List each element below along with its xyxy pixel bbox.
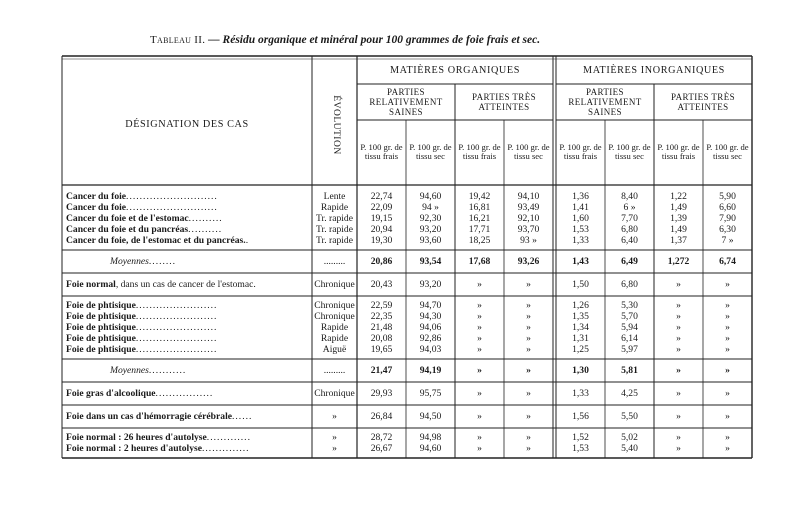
leader-dots: .............	[206, 432, 251, 443]
row-label	[66, 333, 310, 344]
row-value: 1,33	[572, 388, 589, 399]
row-value: 1,36	[572, 191, 589, 202]
row-value: 1,53	[572, 443, 589, 454]
row-value: »	[526, 279, 531, 290]
row-evolution: Rapide	[320, 333, 349, 344]
row-value: »	[676, 300, 681, 311]
header-designation-text: DÉSIGNATION DES CAS	[125, 119, 249, 131]
row-value: 1,53	[572, 224, 589, 235]
row-value: 92,86	[419, 333, 442, 344]
row-evolution: .........	[323, 365, 346, 376]
row-value: 5,40	[621, 443, 638, 454]
row-value: »	[526, 365, 531, 376]
row-value: 1,39	[670, 213, 687, 224]
row-label	[66, 411, 310, 422]
row-value: 26,84	[370, 411, 393, 422]
row-evolution: Chronique	[314, 279, 355, 290]
row-value: 6,49	[621, 256, 638, 267]
row-label	[66, 344, 310, 355]
leader-dots: .................	[155, 388, 214, 399]
row-label	[66, 432, 310, 443]
row-value: »	[526, 388, 531, 399]
row-value: 94,03	[419, 344, 442, 355]
row-value: 5,70	[621, 311, 638, 322]
unit-header-3: P. 100 gr. de tissu sec	[507, 141, 550, 161]
header-org-affected-text: PARTIES TRÈS ATTEINTES	[471, 92, 537, 112]
row-value: 1,50	[572, 279, 589, 290]
row-value: »	[676, 311, 681, 322]
row-value: 6,60	[719, 202, 736, 213]
row-value: »	[477, 311, 482, 322]
unit-header-5: P. 100 gr. de tissu sec	[608, 141, 651, 161]
unit-header-4: P. 100 gr. de tissu frais	[559, 141, 602, 161]
unit-header-6: P. 100 gr. de tissu frais	[657, 141, 700, 161]
header-organic	[357, 60, 553, 82]
row-value: »	[725, 411, 730, 422]
row-evolution: Rapide	[320, 322, 349, 333]
row-value: 17,71	[468, 224, 491, 235]
header-evolution-text: ÉVOLUTION	[331, 95, 341, 155]
row-value: »	[477, 365, 482, 376]
row-value: »	[477, 432, 482, 443]
row-value: 93 »	[520, 235, 537, 246]
row-value: 28,72	[370, 432, 393, 443]
row-value: 5,81	[621, 365, 638, 376]
caption-text: — Résidu organique et minéral pour 100 grammes de foie frais et sec.	[208, 34, 541, 46]
row-value: 92,30	[419, 213, 442, 224]
row-value: »	[526, 443, 531, 454]
row-label	[66, 191, 310, 202]
row-value: »	[477, 344, 482, 355]
row-value: 5,97	[621, 344, 638, 355]
row-value: »	[676, 365, 681, 376]
row-value: 16,21	[468, 213, 491, 224]
row-label-main: Cancer du foie	[66, 202, 127, 213]
row-label-main: Moyennes	[110, 256, 149, 267]
row-value: 94,10	[517, 191, 540, 202]
row-value: 1,25	[572, 344, 589, 355]
leader-dots: ...........................	[126, 202, 218, 213]
row-value: »	[725, 388, 730, 399]
row-evolution: »	[332, 443, 337, 454]
row-value: 93,26	[517, 256, 540, 267]
row-value: 1,49	[670, 224, 687, 235]
row-value: 94,50	[419, 411, 442, 422]
unit-header-1: P. 100 gr. de tissu sec	[409, 141, 452, 161]
row-evolution: »	[332, 432, 337, 443]
row-label	[66, 235, 310, 246]
row-evolution: .........	[323, 256, 346, 267]
row-value: 6,30	[719, 224, 736, 235]
unit-header-7: P. 100 gr. de tissu sec	[706, 141, 749, 161]
row-value: 6,74	[719, 256, 736, 267]
row-value: »	[676, 279, 681, 290]
row-value: »	[725, 333, 730, 344]
header-evolution	[315, 60, 357, 190]
row-value: 93,20	[419, 279, 442, 290]
row-value: 94,98	[419, 432, 442, 443]
row-value: »	[676, 411, 681, 422]
row-value: 1,56	[572, 411, 589, 422]
row-evolution: Tr. rapide	[316, 213, 353, 224]
row-value: 21,47	[370, 365, 393, 376]
leader-dots: ..........	[188, 213, 223, 224]
header-inorganic-text: MATIÈRES INORGANIQUES	[583, 65, 725, 77]
row-value: 1,31	[572, 333, 589, 344]
row-value: 94 »	[422, 202, 439, 213]
row-label-main: Cancer du foie et de l'estomac	[66, 213, 189, 224]
header-inorg-affected	[654, 88, 752, 118]
row-value: 17,68	[468, 256, 491, 267]
row-label-main: Cancer du foie et du pancréas	[66, 224, 189, 235]
row-value: »	[526, 333, 531, 344]
row-value: 20,08	[370, 333, 393, 344]
row-value: »	[526, 322, 531, 333]
row-value: »	[477, 388, 482, 399]
row-value: »	[477, 300, 482, 311]
row-value: 8,40	[621, 191, 638, 202]
leader-dots: ........................	[135, 300, 218, 311]
row-value: 93,54	[419, 256, 442, 267]
leader-dots: ...........	[148, 365, 187, 376]
row-value: 5,90	[719, 191, 736, 202]
row-value: »	[477, 411, 482, 422]
row-label	[66, 443, 310, 454]
row-value: 22,74	[370, 191, 393, 202]
row-value: 1,33	[572, 235, 589, 246]
header-inorganic	[556, 60, 752, 82]
row-value: »	[725, 365, 730, 376]
row-label-main: Foie de phtisique	[66, 322, 136, 333]
row-label	[66, 279, 310, 290]
row-value: 5,50	[621, 411, 638, 422]
row-label-main: Foie dans un cas d'hémorragie cérébrale	[66, 411, 232, 422]
row-value: »	[725, 322, 730, 333]
row-label-main: Moyennes	[110, 365, 149, 376]
row-value: 5,02	[621, 432, 638, 443]
row-value: 19,42	[468, 191, 491, 202]
row-value: 94,30	[419, 311, 442, 322]
row-value: »	[526, 311, 531, 322]
row-value: »	[526, 300, 531, 311]
leader-dots: .	[245, 235, 250, 246]
row-value: 7 »	[721, 235, 734, 246]
row-value: »	[526, 432, 531, 443]
row-value: 6 »	[623, 202, 636, 213]
row-value: 5,94	[621, 322, 638, 333]
row-value: »	[477, 333, 482, 344]
row-value: 93,60	[419, 235, 442, 246]
row-value: 22,59	[370, 300, 393, 311]
row-value: 1,49	[670, 202, 687, 213]
row-label-main: Foie de phtisique	[66, 300, 136, 311]
row-label-rest: : 26 heures d'autolyse	[115, 432, 207, 443]
leader-dots: ..........	[188, 224, 223, 235]
leader-dots: ..............	[202, 443, 250, 454]
row-value: 29,93	[370, 388, 393, 399]
row-value: »	[676, 322, 681, 333]
row-value: »	[676, 333, 681, 344]
row-value: 94,60	[419, 443, 442, 454]
row-value: 22,35	[370, 311, 393, 322]
row-value: 94,19	[419, 365, 442, 376]
row-label	[66, 300, 310, 311]
row-label-rest: : 2 heures d'autolyse	[115, 443, 202, 454]
row-label-main: Foie de phtisique	[66, 344, 136, 355]
row-value: 16,81	[468, 202, 491, 213]
header-organic-text: MATIÈRES ORGANIQUES	[390, 65, 520, 77]
row-value: 1,60	[572, 213, 589, 224]
leader-dots: ........	[148, 256, 177, 267]
row-value: 6,14	[621, 333, 638, 344]
row-evolution: »	[332, 411, 337, 422]
row-value: 19,15	[370, 213, 393, 224]
row-value: 92,10	[517, 213, 540, 224]
row-value: 19,65	[370, 344, 393, 355]
row-value: 1,30	[572, 365, 589, 376]
row-value: »	[477, 443, 482, 454]
unit-header-2: P. 100 gr. de tissu frais	[458, 141, 501, 161]
row-value: 1,26	[572, 300, 589, 311]
header-org-healthy	[357, 88, 455, 118]
row-evolution: Rapide	[320, 202, 349, 213]
row-value: 6,80	[621, 224, 638, 235]
header-inorg-healthy-text: PARTIES RELATIVEMENT SAINES	[568, 87, 642, 117]
row-label-main: Foie normal	[66, 279, 116, 290]
row-value: 1,272	[667, 256, 690, 267]
row-value: 94,60	[419, 191, 442, 202]
row-label-main: Foie normal	[66, 443, 116, 454]
row-value: »	[676, 344, 681, 355]
unit-header-0: P. 100 gr. de tissu frais	[360, 141, 403, 161]
row-value: »	[725, 311, 730, 322]
row-value: 1,34	[572, 322, 589, 333]
row-value: 1,22	[670, 191, 687, 202]
row-value: 1,35	[572, 311, 589, 322]
row-value: 1,43	[572, 256, 589, 267]
row-value: 94,70	[419, 300, 442, 311]
row-value: 93,20	[419, 224, 442, 235]
caption-label: Tableau II.	[150, 34, 206, 46]
row-value: »	[725, 443, 730, 454]
leader-dots: ........................	[135, 333, 218, 344]
row-value: »	[477, 279, 482, 290]
row-evolution: Aiguë	[322, 344, 347, 355]
row-label	[66, 213, 310, 224]
row-evolution: Tr. rapide	[316, 224, 353, 235]
header-designation	[62, 60, 312, 190]
row-label-main: Foie gras d'alcoolique	[66, 388, 156, 399]
row-value: 95,75	[419, 388, 442, 399]
leader-dots: ........................	[135, 322, 218, 333]
row-value: 7,90	[719, 213, 736, 224]
row-evolution: Chronique	[314, 311, 355, 322]
row-value: »	[725, 300, 730, 311]
row-value: »	[676, 388, 681, 399]
row-value: 6,80	[621, 279, 638, 290]
row-value: 1,37	[670, 235, 687, 246]
row-value: 20,43	[370, 279, 393, 290]
row-label	[66, 311, 310, 322]
leader-dots: ...........................	[126, 191, 218, 202]
row-label	[66, 202, 310, 213]
row-value: »	[477, 322, 482, 333]
row-label-main: Cancer du foie, de l'estomac et du pancréas.	[66, 235, 246, 246]
row-evolution: Lente	[323, 191, 346, 202]
row-value: »	[676, 443, 681, 454]
row-label	[66, 224, 310, 235]
row-label-main: Foie de phtisique	[66, 333, 136, 344]
row-evolution: Chronique	[314, 388, 355, 399]
row-value: 26,67	[370, 443, 393, 454]
row-label-rest: , dans un cas de cancer de l'estomac.	[115, 279, 256, 290]
row-value: »	[676, 432, 681, 443]
header-inorg-healthy	[556, 88, 654, 118]
row-value: 6,40	[621, 235, 638, 246]
row-value: 7,70	[621, 213, 638, 224]
header-org-healthy-text: PARTIES RELATIVEMENT SAINES	[369, 87, 443, 117]
row-value: 93,49	[517, 202, 540, 213]
row-value: 5,30	[621, 300, 638, 311]
row-label-main: Foie normal	[66, 432, 116, 443]
row-label-main: Foie de phtisique	[66, 311, 136, 322]
row-value: 93,70	[517, 224, 540, 235]
row-value: 94,06	[419, 322, 442, 333]
header-inorg-affected-text: PARTIES TRÈS ATTEINTES	[670, 92, 736, 112]
row-value: »	[725, 279, 730, 290]
row-value: 1,41	[572, 202, 589, 213]
row-value: 20,86	[370, 256, 393, 267]
row-value: 22,09	[370, 202, 393, 213]
row-label	[66, 322, 310, 333]
row-value: »	[526, 411, 531, 422]
row-value: 4,25	[621, 388, 638, 399]
row-label-main: Cancer du foie	[66, 191, 127, 202]
leader-dots: ........................	[135, 311, 218, 322]
leader-dots: ........................	[135, 344, 218, 355]
row-value: 20,94	[370, 224, 393, 235]
row-evolution: Tr. rapide	[316, 235, 353, 246]
row-label	[66, 388, 310, 399]
row-evolution: Chronique	[314, 300, 355, 311]
row-value: »	[725, 344, 730, 355]
leader-dots: ......	[232, 411, 253, 422]
row-value: 19,30	[370, 235, 393, 246]
row-value: 21,48	[370, 322, 393, 333]
row-value: 1,52	[572, 432, 589, 443]
row-value: »	[526, 344, 531, 355]
row-value: »	[725, 432, 730, 443]
row-value: 18,25	[468, 235, 491, 246]
header-org-affected	[455, 88, 553, 118]
